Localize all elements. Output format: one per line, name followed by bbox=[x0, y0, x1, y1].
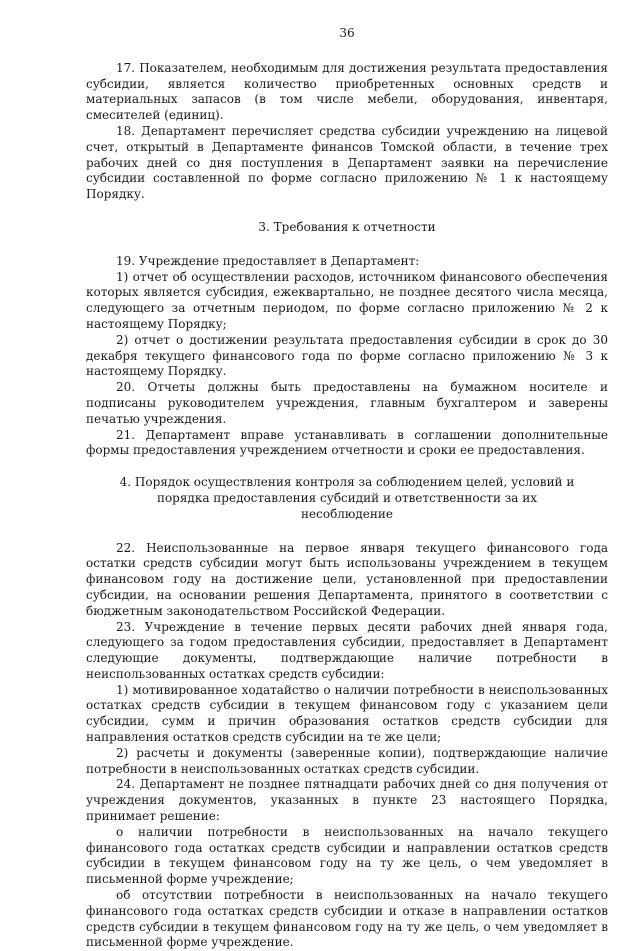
paragraph-21: 21. Департамент вправе устанавливать в соглашении дополнительные формы предоставления учреждением отчетности и сроки ее предоставления. bbox=[86, 427, 608, 458]
paragraph-24: 24. Департамент не позднее пятнадцати рабочих дней со дня получения от учреждения документов, указанных в пункте 23 настоящего Порядка, принимает решение: bbox=[86, 777, 608, 824]
paragraph-19: 19. Учреждение предоставляет в Департамент: bbox=[116, 253, 420, 268]
paragraph-24-decision-positive: о наличии потребности в неиспользованных на начало текущего финансового года остатках средств субсидии и направлении остатков средств субсидии в текущем финансовом году на ту же цель, о чем уведомляет в письменной форме учреждение; bbox=[86, 824, 608, 887]
page-number: 36 bbox=[339, 26, 355, 40]
paragraph-17: 17. Показателем, необходимым для достижения результата предоставления субсидии, является количество приобретенных основных средств и материальных запасов (в том числе мебели, оборудования, инвентаря, смесителей (единиц). bbox=[86, 60, 608, 123]
document-page bbox=[86, 26, 608, 951]
paragraph-19-item-2: 2) отчет о достижении результата предоставления субсидии в срок до 30 декабря текущего финансового года по форме согласно приложению № 3 к настоящему Порядку. bbox=[86, 332, 608, 379]
paragraph-23-item-1: 1) мотивированное ходатайство о наличии потребности в неиспользованных остатках средств субсидии в текущем финансовом году с указанием цели субсидии, сумм и причин образования остатков средств субсидии для направления остатков средств субсидии на те же цели; bbox=[86, 682, 608, 745]
paragraph-18: 18. Департамент перечисляет средства субсидии учреждению на лицевой счет, открытый в Департаменте финансов Томской области, в течение трех рабочих дней со дня поступления в Департамент заявки на перечисление субсидии составленной по форме согласно приложению № 1 к настоящему Порядку. bbox=[86, 123, 608, 202]
section-3-heading: 3. Требования к отчетности bbox=[258, 219, 436, 234]
paragraph-24-decision-negative: об отсутствии потребности в неиспользованных на начало текущего финансового года остатках средств субсидии и отказе в направлении остатков средств субсидии в текущем финансовом году на ту же цель, о чем уведомляет в письменной форме учреждение. bbox=[86, 888, 608, 950]
paragraph-20: 20. Отчеты должны быть предоставлены на бумажном носителе и подписаны руководителем учреждения, главным бухгалтером и заверены печатью учреждения. bbox=[86, 380, 608, 426]
paragraph-19-item-1: 1) отчет об осуществлении расходов, источником финансового обеспечения которых является субсидия, ежеквартально, не позднее десятого числа месяца, следующего за отчетным периодом, по форме согласно приложению № 2 к настоящему Порядку; bbox=[86, 269, 608, 331]
section-4-heading: 4. Порядок осуществления контроля за соблюдением целей, условий и порядка предоставления субсидий и ответственности за их несоблюдение bbox=[119, 475, 575, 521]
paragraph-22: 22. Неиспользованные на первое января текущего финансового года остатки средств субсидии могут быть использованы учреждением в текущем финансовом году на достижение цели, установленной при предоставлении субсидии, на основании решения Департамента, принятого в соответствии с бюджетным законодательством Российской Федерации. bbox=[86, 540, 608, 618]
paragraph-23-item-2: 2) расчеты и документы (заверенные копии), подтверждающие наличие потребности в неиспользованных остатках средств субсидии. bbox=[86, 745, 608, 776]
paragraph-23: 23. Учреждение в течение первых десяти рабочих дней января года, следующего за годом предоставления субсидии, предоставляет в Департамент следующие документы, подтверждающие наличие потребности в неиспользованных остатках средств субсидии: bbox=[86, 619, 608, 681]
